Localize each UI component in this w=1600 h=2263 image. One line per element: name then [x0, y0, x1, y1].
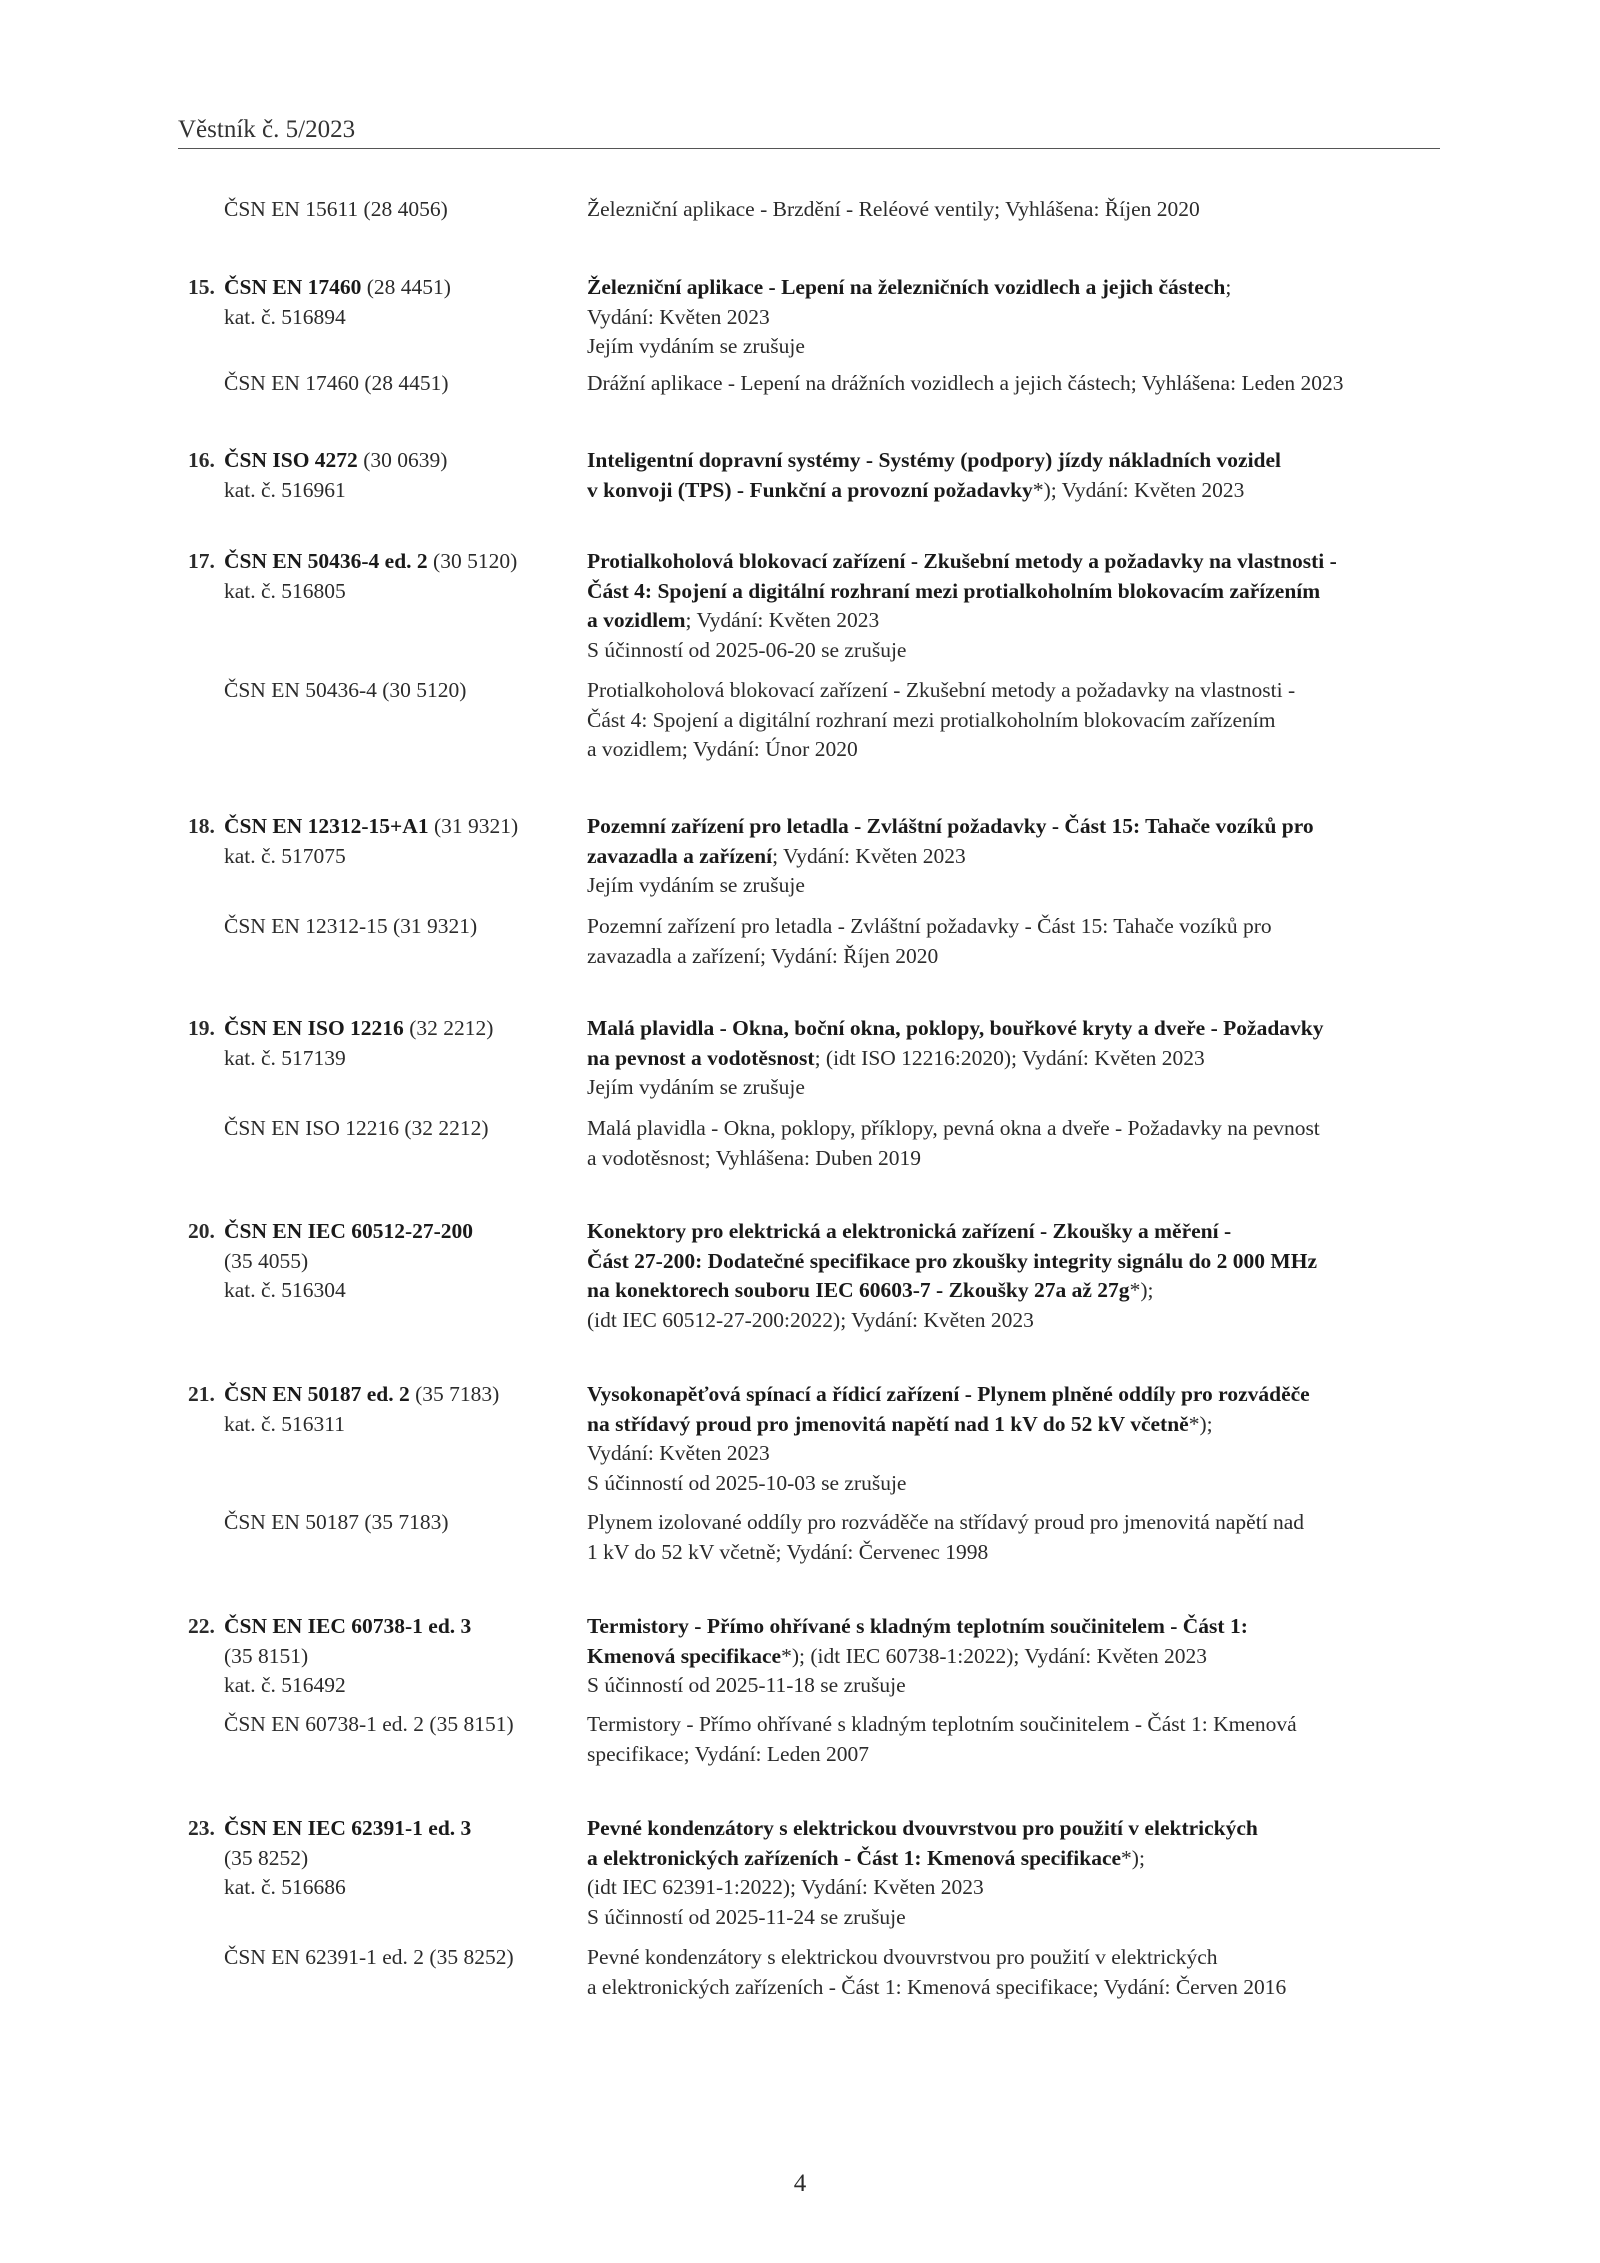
standard-code: ČSN EN IEC 62391-1 ed. 3 [224, 1816, 472, 1840]
standard-code-block [188, 1014, 568, 1073]
replaced-description-line: 1 kV do 52 kV včetně; Vydání: Červenec 1998 [587, 1539, 989, 1564]
standard-code-line [188, 547, 568, 577]
standard-code: ČSN EN 17460 [224, 275, 362, 299]
replaced-description-line: Železniční aplikace - Brzdění - Reléové ventily; Vyhlášena: Říjen 2020 [587, 197, 1200, 221]
standard-code-block [188, 273, 568, 332]
entry-number: 17. [188, 549, 215, 573]
description-line [587, 1642, 1447, 1672]
catalog-number: kat. č. 517075 [224, 843, 346, 868]
replaced-standard-code: ČSN EN 12312-15 (31 9321) [224, 914, 478, 938]
standard-description [587, 1814, 1447, 1932]
standard-info: Jejím vydáním se zrušuje [587, 1075, 805, 1099]
description-line [587, 1276, 1447, 1306]
standard-title: na pevnost a vodotěsnost [587, 1045, 815, 1070]
standard-title: Kmenová specifikace [587, 1643, 782, 1668]
replaced-standard-code: ČSN EN 60738-1 ed. 2 (35 8151) [224, 1712, 514, 1736]
standard-description [587, 273, 1447, 362]
standard-info: Jejím vydáním se zrušuje [587, 334, 805, 358]
standard-title: a elektronických zařízeních - Část 1: Kmenová specifikace [587, 1845, 1122, 1870]
replaced-standard-code: ČSN EN 15611 (28 4056) [224, 197, 448, 221]
standard-description [587, 547, 1447, 665]
standard-title: Inteligentní dopravní systémy - Systémy (podpory) jízdy nákladních vozidel [587, 448, 1282, 472]
standard-info: Vydání: Květen 2023 [587, 304, 770, 329]
journal-title: Věstník č. 5/2023 [178, 116, 356, 143]
standard-description [587, 446, 1447, 505]
description-line [587, 273, 1447, 303]
entry-number: 20. [188, 1219, 215, 1243]
description-line [587, 871, 1447, 901]
standard-description [587, 812, 1447, 901]
standard-title: v konvoji (TPS) - Funkční a provozní požadavky [587, 477, 1033, 502]
standard-info: S účinností od 2025-11-18 se zrušuje [587, 1673, 906, 1697]
replaced-standard-description [587, 1710, 1447, 1769]
entry-number: 23. [188, 1816, 215, 1840]
standard-info: *); Vydání: Květen 2023 [1032, 477, 1245, 502]
replaced-standard-description [587, 912, 1447, 971]
standard-class-code: (35 8151) [224, 1643, 309, 1668]
standard-code: ČSN EN IEC 60512-27-200 [224, 1219, 474, 1243]
standard-description [587, 1612, 1447, 1701]
description-line [587, 1014, 1447, 1044]
standard-code-line [188, 1217, 568, 1247]
replaced-description-line: Plynem izolované oddíly pro rozváděče na střídavý proud pro jmenovitá napětí nad [587, 1510, 1305, 1534]
standard-code: ČSN EN 50187 ed. 2 [224, 1382, 410, 1406]
description-line [587, 446, 1447, 476]
standard-title: Část 27-200: Dodatečné specifikace pro zkoušky integrity signálu do 2 000 MHz [587, 1248, 1317, 1273]
catalog-number: kat. č. 516686 [224, 1875, 346, 1899]
standard-code-block [188, 1814, 568, 1903]
replaced-description-line: Drážní aplikace - Lepení na drážních vozidlech a jejich částech; Vyhlášena: Leden 2023 [587, 371, 1344, 395]
description-line [587, 1073, 1447, 1103]
standard-class-code: (35 8252) [224, 1845, 309, 1870]
standard-code: ČSN EN 50436-4 ed. 2 [224, 549, 428, 573]
standard-info: *); (idt IEC 60738-1:2022); Vydání: Květen 2023 [781, 1643, 1208, 1668]
replaced-standard-description [587, 1943, 1447, 2002]
description-line [587, 1044, 1447, 1074]
description-line [587, 1612, 1447, 1642]
standard-info: S účinností od 2025-10-03 se zrušuje [587, 1470, 907, 1495]
standard-info: Vydání: Květen 2023 [587, 1441, 770, 1465]
entry-number: 22. [188, 1614, 215, 1638]
replaced-description-line: Termistory - Přímo ohřívané s kladným teplotním součinitelem - Část 1: Kmenová [587, 1712, 1297, 1736]
replaced-standard-code: ČSN EN 17460 (28 4451) [224, 371, 449, 395]
description-line [587, 1306, 1447, 1336]
standard-title: na střídavý proud pro jmenovitá napětí nad 1 kV do 52 kV včetně [587, 1411, 1189, 1436]
standard-class-code: (35 7183) [409, 1382, 500, 1406]
standard-title: na konektorech souboru IEC 60603-7 - Zkoušky 27a až 27g [587, 1278, 1130, 1302]
entry-number: 16. [188, 448, 215, 472]
standard-title: Vysokonapěťová spínací a řídicí zařízení - Plynem plněné oddíly pro rozváděče [587, 1382, 1310, 1406]
description-line [587, 606, 1447, 636]
replaced-standard-description [587, 369, 1447, 399]
standard-code-line [188, 1380, 568, 1410]
description-line [587, 1247, 1447, 1277]
standard-class-code: (31 9321) [428, 814, 519, 838]
standard-title: Železniční aplikace - Lepení na železničních vozidlech a jejich částech [587, 275, 1226, 299]
standard-code-block [188, 1217, 568, 1306]
replaced-description-line: Pevné kondenzátory s elektrickou dvouvrstvou pro použití v elektrických [587, 1945, 1218, 1969]
standard-code-line [188, 273, 568, 303]
description-line [587, 476, 1447, 506]
description-line [587, 1469, 1447, 1499]
standard-title: Protialkoholová blokovací zařízení - Zkušební metody a požadavky na vlastnosti - [587, 549, 1337, 573]
catalog-number: kat. č. 516311 [224, 1411, 346, 1436]
replaced-description-line: Malá plavidla - Okna, poklopy, příklopy, pevná okna a dveře - Požadavky na pevnost [587, 1116, 1320, 1140]
standard-code: ČSN EN ISO 12216 [224, 1016, 404, 1040]
replaced-description-line: Část 4: Spojení a digitální rozhraní mezi protialkoholním blokovacím zařízením [587, 707, 1276, 732]
standard-info: *); [1188, 1411, 1213, 1436]
standard-class-code: (35 4055) [224, 1248, 309, 1273]
replaced-standard-description [587, 195, 1447, 225]
standard-code-block [188, 1380, 568, 1439]
standard-info: Jejím vydáním se zrušuje [587, 873, 805, 897]
standard-title: Část 4: Spojení a digitální rozhraní mezi protialkoholním blokovacím zařízením [587, 578, 1321, 603]
description-line [587, 1903, 1447, 1933]
replaced-standard-code: ČSN EN ISO 12216 (32 2212) [224, 1116, 489, 1140]
description-line [587, 1439, 1447, 1469]
standard-title: Pozemní zařízení pro letadla - Zvláštní požadavky - Část 15: Tahače vozíků pro [587, 814, 1314, 838]
description-line [587, 636, 1447, 666]
standard-class-code: (32 2212) [403, 1016, 494, 1040]
replaced-description-line: specifikace; Vydání: Leden 2007 [587, 1741, 869, 1766]
replaced-description-line: a elektronických zařízeních - Část 1: Kmenová specifikace; Vydání: Červen 2016 [587, 1974, 1287, 1999]
replaced-standard-code: ČSN EN 50436-4 (30 5120) [224, 678, 467, 702]
description-line [587, 1380, 1447, 1410]
entry-number: 18. [188, 814, 215, 838]
replaced-description-line: a vozidlem; Vydání: Únor 2020 [587, 737, 858, 761]
standard-class-code: (30 5120) [427, 549, 518, 573]
entry-number: 19. [188, 1016, 215, 1040]
standard-description [587, 1380, 1447, 1498]
entry-number: 15. [188, 275, 215, 299]
replaced-standard-description [587, 1114, 1447, 1173]
standard-title: Termistory - Přímo ohřívané s kladným teplotním součinitelem - Část 1: [587, 1614, 1248, 1638]
standard-code: ČSN ISO 4272 [224, 448, 358, 472]
standard-info: (idt IEC 62391-1:2022); Vydání: Květen 2023 [587, 1875, 984, 1899]
standard-title: a vozidlem [587, 608, 686, 632]
description-line [587, 1873, 1447, 1903]
catalog-number: kat. č. 516492 [224, 1673, 346, 1697]
catalog-number: kat. č. 516894 [224, 304, 346, 329]
standard-code-line [188, 812, 568, 842]
standard-info: *); [1129, 1278, 1154, 1302]
standard-code-line [188, 1612, 568, 1642]
replaced-standard-code: ČSN EN 62391-1 ed. 2 (35 8252) [224, 1945, 514, 1969]
standard-info: *); [1121, 1845, 1145, 1870]
catalog-number: kat. č. 516805 [224, 578, 346, 603]
standard-title: zavazadla a zařízení [587, 843, 773, 868]
standard-info: S účinností od 2025-11-24 se zrušuje [587, 1904, 906, 1929]
standard-code: ČSN EN 12312-15+A1 [224, 814, 429, 838]
standard-code-block [188, 547, 568, 606]
standard-info: ; [1225, 275, 1232, 299]
catalog-number: kat. č. 517139 [224, 1045, 346, 1070]
standard-info: ; (idt ISO 12216:2020); Vydání: Květen 2023 [814, 1045, 1205, 1070]
page-number: 4 [793, 2170, 807, 2197]
description-line [587, 1814, 1447, 1844]
standard-info: (idt IEC 60512-27-200:2022); Vydání: Květen 2023 [587, 1307, 1034, 1332]
description-line [587, 1410, 1447, 1440]
replaced-description-line: Pozemní zařízení pro letadla - Zvláštní požadavky - Část 15: Tahače vozíků pro [587, 914, 1272, 938]
entry-number: 21. [188, 1382, 215, 1406]
replaced-description-line: Protialkoholová blokovací zařízení - Zkušební metody a požadavky na vlastnosti - [587, 678, 1296, 702]
standard-code-line [188, 1014, 568, 1044]
replaced-standard-description [587, 1508, 1447, 1567]
replaced-standard-code: ČSN EN 50187 (35 7183) [224, 1510, 449, 1534]
standard-class-code: (30 0639) [357, 448, 448, 472]
description-line [587, 547, 1447, 577]
description-line [587, 577, 1447, 607]
standard-code-block [188, 812, 568, 871]
description-line [587, 332, 1447, 362]
standard-code: ČSN EN IEC 60738-1 ed. 3 [224, 1614, 472, 1638]
standard-title: Pevné kondenzátory s elektrickou dvouvrstvou pro použití v elektrických [587, 1816, 1258, 1840]
standard-title: Malá plavidla - Okna, boční okna, poklopy, bouřkové kryty a dveře - Požadavky [587, 1016, 1324, 1040]
standard-code-line [188, 1814, 568, 1844]
catalog-number: kat. č. 516304 [224, 1278, 346, 1302]
standard-info: ; Vydání: Květen 2023 [685, 608, 880, 632]
page-header [178, 112, 1440, 149]
description-line [587, 1671, 1447, 1701]
standard-description [587, 1014, 1447, 1103]
standard-code-block [188, 1612, 568, 1701]
standard-title: Konektory pro elektrická a elektronická zařízení - Zkoušky a měření - [587, 1219, 1232, 1243]
description-line [587, 1217, 1447, 1247]
catalog-number: kat. č. 516961 [224, 477, 346, 502]
standard-info: ; Vydání: Květen 2023 [772, 843, 966, 868]
description-line [587, 842, 1447, 872]
description-line [587, 1844, 1447, 1874]
standard-description [587, 1217, 1447, 1335]
replaced-description-line: zavazadla a zařízení; Vydání: Říjen 2020 [587, 943, 939, 968]
standard-code-line [188, 446, 568, 476]
standard-code-block [188, 446, 568, 505]
replaced-standard-description [587, 676, 1447, 765]
description-line [587, 303, 1447, 333]
standard-class-code: (28 4451) [361, 275, 451, 299]
replaced-description-line: a vodotěsnost; Vyhlášena: Duben 2019 [587, 1145, 922, 1170]
description-line [587, 812, 1447, 842]
standard-info: S účinností od 2025-06-20 se zrušuje [587, 637, 907, 662]
